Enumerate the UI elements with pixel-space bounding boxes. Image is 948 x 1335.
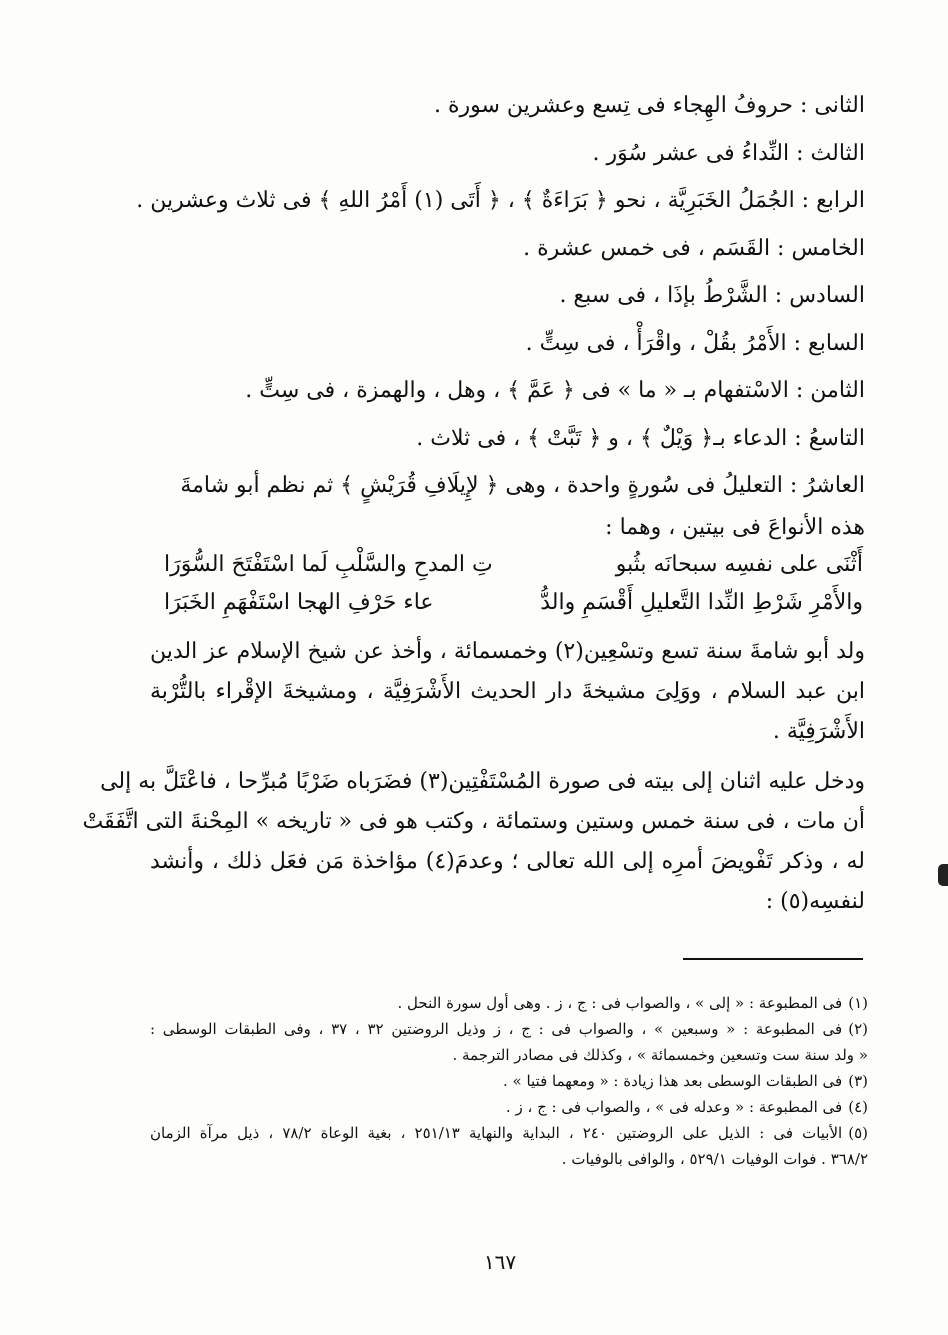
verse-second-hemistich: عاء حَرْفِ الهجا اسْتَفْهَمِ الخَبَرَا — [164, 589, 434, 615]
verse-line — [150, 546, 865, 584]
footnote-divider — [683, 958, 863, 960]
page-number: ١٦٧ — [483, 1250, 517, 1274]
footnote — [150, 990, 868, 1016]
paragraph-line: له ، وذكر تَفْويضَ أمرِه إلى الله تعالى ؛ وعدمَ(٤) مؤاخذة مَن فعَل ذلك ، وأنشد — [150, 848, 865, 874]
verse-second-hemistich: تِ المدحِ والسَّلْبِ لَما اسْتَفْتَحَ السُّوَرَا — [164, 551, 493, 577]
footnote — [150, 1120, 868, 1146]
text-line: الثامن : الاسْتفهام بـ « ما » فى ﴿ عَمَّ ﴾ ، وهل ، والهمزة ، فى سِتٍّ . — [245, 378, 865, 403]
footnote-text: فى الطبقات الوسطى بعد هذا زيادة : « ومعهما فتيا » . — [502, 1072, 843, 1090]
footnote-continuation: « ولد سنة ست وتسعين وخمسمائة » ، وكذلك فى مصادر الترجمة . — [452, 1046, 868, 1064]
verse-line — [150, 584, 865, 622]
text-line: السابع : الأَمْرُ بقُلْ ، واقْرَأْ ، فى سِتٍّ . — [525, 330, 865, 356]
text-line: التاسعُ : الدعاء بـ﴿ وَيْلٌ ﴾ ، و ﴿ تَبَّتْ ﴾ ، فى ثلاث . — [416, 425, 865, 451]
footnote-continuation: ٣٦٨/٢ . فوات الوفيات ٥٢٩/١ ، والوافى بالوفيات . — [561, 1150, 868, 1168]
paragraph-line: الأَشْرَفِيَّة . — [772, 718, 865, 744]
main-text — [82, 82, 865, 922]
paragraph-line: ودخل عليه اثنان إلى بيته فى صورة المُسْتَفْتِين(٣) فضَرَباه ضَرْبًا مُبرِّحا ، فاعْتَلَّ به إلى — [100, 768, 865, 794]
paragraph-line: ولد أبو شامةَ سنة تسع وتسْعِين(٢) وخمسمائة ، وأخذ عن شيخ الإسلام عز الدين — [150, 638, 865, 664]
footnote-number: (٤) — [848, 1098, 868, 1116]
text-line: هذه الأنواعَ فى بيتين ، وهما : — [605, 514, 865, 540]
text-line: الرابع : الجُمَلُ الخَبَرِيَّة ، نحو ﴿ بَرَاءَةٌ ﴾ ، ﴿ أَتَى (١) أَمْرُ اللهِ ﴾ فى ثلاث وعشرين . — [136, 188, 865, 213]
footnote — [150, 1016, 868, 1042]
footnote-number: (٢) — [848, 1020, 868, 1038]
paragraph-line: لنفسِه(٥) : — [765, 888, 865, 914]
footnote-text: الأبيات فى : الذيل على الروضتين ٢٤٠ ، البداية والنهاية ٢٥١/١٣ ، بغية الوعاة ٧٨/٢ ، ذيل مرآة الزمان — [150, 1124, 843, 1142]
binding-mark — [938, 864, 948, 886]
footnotes — [150, 990, 868, 1172]
verse-first-hemistich: والأَمْرِ شَرْطِ النِّدا التَّعليلِ أَقْسَمِ والدُّ — [540, 589, 863, 615]
text-line: الثالث : النِّداءُ فى عشر سُوَر . — [592, 140, 865, 166]
text-line: الثانى : حروفُ الهِجاء فى تِسع وعشرين سورة . — [434, 93, 865, 118]
paragraph — [150, 632, 865, 752]
text-line: الخامس : القَسَم ، فى خمس عشرة . — [523, 235, 865, 261]
footnote-number: (٥) — [848, 1124, 868, 1142]
footnote-text: فى المطبوعة : « وسبعين » ، والصواب فى : ج ، ز وذيل الروضتين ٣٢ ، ٣٧ ، وفى الطبقات الوسطى : — [150, 1020, 843, 1038]
footnote-text: فى المطبوعة : « إلى » ، والصواب فى : ج ، ز . وهى أول سورة النحل . — [397, 994, 843, 1012]
paragraph-line: ابن عبد السلام ، ووَلِىَ مشيخةَ دار الحديث الأَشْرَفِيَّة ، ومشيخةَ الإقْراء بالتُّرْبة — [150, 678, 865, 704]
footnote — [150, 1094, 868, 1120]
footnote-number: (١) — [848, 994, 868, 1012]
verse-first-hemistich: أَثْنَى على نفسِه سبحانَه بثُبو — [615, 551, 863, 577]
footnote-number: (٣) — [848, 1072, 868, 1090]
footnote — [150, 1068, 868, 1094]
text-line: العاشرُ : التعليلُ فى سُورةٍ واحدة ، وهى ﴿ لإِيلَافِ قُرَيْشٍ ﴾ ثم نظم أبو شامةَ — [180, 473, 865, 498]
paragraph — [82, 762, 865, 922]
paragraph-line: أن مات ، فى سنة خمس وستين وستمائة ، وكتب هو فى « تاريخه » المِحْنةَ التى اتَّفَقَتْ — [82, 808, 865, 834]
footnote-text: فى المطبوعة : « وعدله فى » ، والصواب فى : ج ، ز . — [505, 1098, 843, 1116]
text-line: السادس : الشَّرْطُ بإذَا ، فى سبع . — [559, 283, 865, 308]
